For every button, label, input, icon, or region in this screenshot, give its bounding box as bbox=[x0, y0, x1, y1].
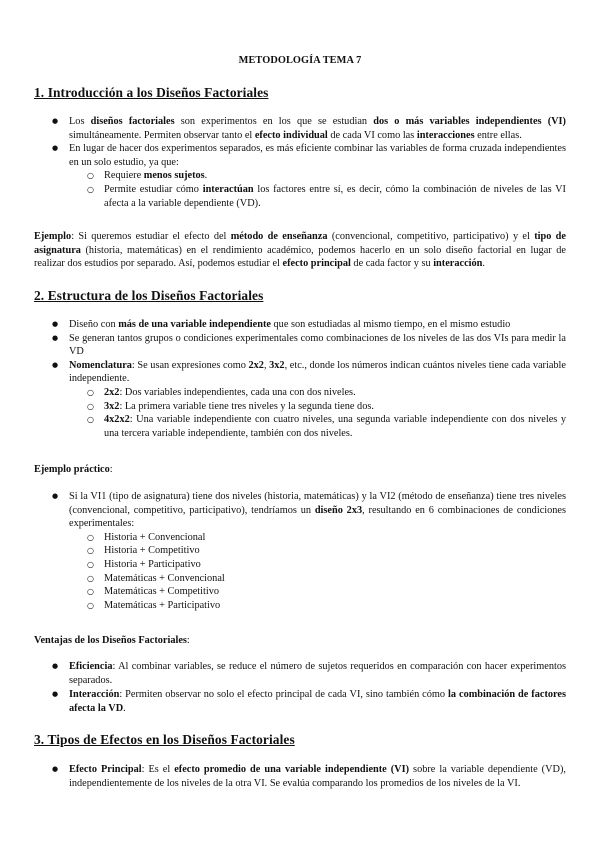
list-item: ● Eficiencia: Al combinar variables, se reduce el número de sujetos requeridos en comparación con hacer experimentos separados. bbox=[34, 660, 566, 687]
sub-list-item: ○ Requiere menos sujetos. bbox=[69, 169, 566, 183]
sub-list-item: ○ 2x2: Dos variables independientes, cada una con dos niveles. bbox=[69, 386, 566, 400]
section-1-body bbox=[34, 115, 566, 210]
list-item: ● Los diseños factoriales son experimentos en los que se estudian dos o más variables independientes (VI) simultáneamente. Permiten observar tanto el efecto individual de cada VI como las interacciones entre ellas. bbox=[34, 115, 566, 142]
section-1-heading: 1. Introducción a los Diseños Factoriales bbox=[34, 85, 269, 100]
list-item: ● Interacción: Permiten observar no solo el efecto principal de cada VI, sino también cómo la combinación de factores afecta la VD. bbox=[34, 688, 566, 715]
combination-item: ○ Matemáticas + Participativo bbox=[69, 599, 566, 613]
section-2-body bbox=[34, 318, 566, 440]
sub-list-item: ○ 4x2x2: Una variable independiente con cuatro niveles, una segunda variable independiente con dos niveles y una tercera variable independiente, también con dos niveles. bbox=[69, 413, 566, 440]
list-item: ● Si la VI1 (tipo de asignatura) tiene dos niveles (historia, matemáticas) y la VI2 (método de enseñanza) tiene tres niveles (convencional, competitivo, participativo), tendríamos un diseño 2x3, resultando en 6 combinaciones de condiciones experimentales: ○ Historia + Convencional ○ Historia + Competitivo ○ Historia + Participativo ○ Matemáticas + Convencional ○ Matemáticas + Competitivo ○ Matemáticas + Participativo bbox=[34, 490, 566, 612]
list-item: ● Efecto Principal: Es el efecto promedio de una variable independiente (VI) sobre la variable dependiente (VD), independientemente de los niveles de la otra VI. Se evalúa comparando los promedios de los niveles de la VI. bbox=[34, 763, 566, 790]
combination-item: ○ Historia + Competitivo bbox=[69, 544, 566, 558]
combination-item: ○ Matemáticas + Convencional bbox=[69, 572, 566, 586]
list-item: ● Diseño con más de una variable independiente que son estudiadas al mismo tiempo, en el mismo estudio bbox=[34, 318, 566, 332]
advantages-heading: Ventajas de los Diseños Factoriales: bbox=[34, 635, 190, 646]
list-item: ● Nomenclatura: Se usan expresiones como 2x2, 3x2, etc., donde los números indican cuántos niveles tiene cada variable independiente. ○ 2x2: Dos variables independientes, cada una con dos niveles. ○ 3x2: La primera variable tiene tres niveles y la segunda tiene dos. ○ 4x2x2: Una variable independiente con cuatro niveles, una segunda variable independiente con dos niveles y una tercera variable independiente, también con dos niveles. bbox=[34, 359, 566, 441]
document-title: METODOLOGÍA TEMA 7 bbox=[238, 55, 362, 66]
section-2-heading: 2. Estructura de los Diseños Factoriales bbox=[34, 288, 264, 303]
sub-list-item: ○ Permite estudiar cómo interactúan los factores entre sí, es decir, cómo la combinación de niveles de las VI afecta a la variable dependiente (VD). bbox=[69, 183, 566, 210]
advantages-body bbox=[34, 660, 566, 715]
combination-item: ○ Historia + Convencional bbox=[69, 531, 566, 545]
practical-example-heading: Ejemplo práctico: bbox=[34, 464, 113, 475]
list-item: ● Se generan tantos grupos o condiciones experimentales como combinaciones de los niveles de las dos VIs para medir la VD bbox=[34, 332, 566, 359]
list-item: ● En lugar de hacer dos experimentos separados, es más eficiente combinar las variables de forma cruzada independientes en un solo estudio, ya que: ○ Requiere menos sujetos. ○ Permite estudiar cómo interactúan los factores entre sí, es decir, cómo la combinación de niveles de las VI afecta a la variable dependiente (VD). bbox=[34, 142, 566, 210]
section-3-body bbox=[34, 763, 566, 790]
section-1-example: Ejemplo: Si queremos estudiar el efecto del método de enseñanza (convencional, competitivo, participativo) y el tipo de asignatura (historia, matemáticas) en el rendimiento académico, podemos hacerlo en un solo diseño factorial en lugar de realizar dos estudios por separado. Así, podemos estudiar el efecto principal de cada factor y su interacción. bbox=[34, 231, 566, 270]
sub-list-item: ○ 3x2: La primera variable tiene tres niveles y la segunda tiene dos. bbox=[69, 400, 566, 414]
section-3-heading: 3. Tipos de Efectos en los Diseños Factoriales bbox=[34, 732, 295, 747]
combination-item: ○ Matemáticas + Competitivo bbox=[69, 585, 566, 599]
combination-item: ○ Historia + Participativo bbox=[69, 558, 566, 572]
practical-example-body bbox=[34, 490, 566, 612]
